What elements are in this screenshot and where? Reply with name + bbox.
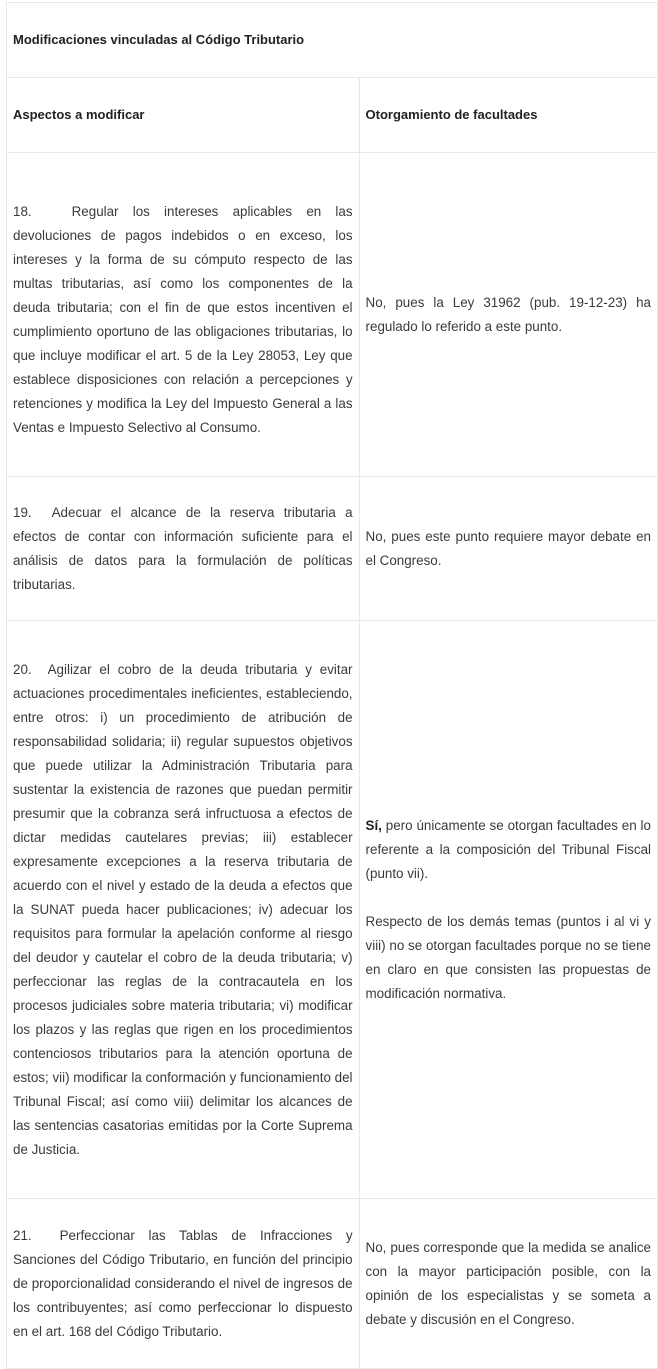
table-row [7, 1199, 658, 1369]
grant-bold-yes: Sí, [365, 817, 382, 833]
aspect-description: Regular los intereses aplicables en las devoluciones de pagos indebidos o en exceso, los intereses y la forma de su cómputo respecto de las multas tributarias, así como los componentes de la deuda tributaria; con el fin de que estos incentiven el cumplimiento oportuno de las obligaciones tributarias, lo que incluye modificar el art. 5 de la Ley 28053, Ley que establece disposiciones con relación a percepciones y retenciones y modifica la Ley del Impuesto General a las Ventas e Impuesto Selectivo al Consumo. [13, 203, 353, 435]
grant-text [366, 814, 651, 886]
header-grant: Otorgamiento de facultades [359, 78, 657, 153]
grant-text: No, pues la Ley 31962 (pub. 19-12-23) ha regulado lo referido a este punto. [365, 294, 651, 334]
grant-extra-text: Respecto de los demás temas (puntos i al vi y viii) no se otorgan facultades porque no se tiene en claro en que consisten las propuestas de modificación normativa. [365, 913, 651, 1001]
grant-text: No, pues corresponde que la medida se analice con la mayor participación posible, con la opinión de los especialistas y se someta a debate y discusión en el Congreso. [365, 1239, 651, 1327]
aspect-text [13, 1224, 353, 1344]
tax-code-modifications-table [6, 2, 658, 1369]
aspect-description: Agilizar el cobro de la deuda tributaria y evitar actuaciones procedimentales ineficientes, estableciendo, entre otros: i) un procedimiento de atribución de responsabilidad solidaria; ii) regular supuestos objetivos que puede utilizar la Administración Tributaria para sustentar la existencia de razones que puedan permitir presumir que la cobranza será infructuosa a efectos de dictar medidas cautelares previas; iii) establecer expresamente excepciones a la reserva tributaria de acuerdo con el nivel y estado de la deuda a efectos que la SUNAT pueda hacer publicaciones; iv) adecuar los requisitos para formular la apelación conforme al riesgo del deudor y cautelar el cobro de la deuda tributaria; v) perfeccionar las reglas de la contracautela en los procesos judiciales sobre materia tributaria; vi) modificar los plazos y las reglas que rigen en los procedimientos contenciosos tributarios para la atención oportuna de estos; vii) modificar la conformación y funcionamiento del Tribunal Fiscal; así como viii) delimitar los alcances de las sentencias casatorias emitidas por la Corte Suprema de Justicia. [13, 661, 353, 1157]
table-header-row [7, 78, 658, 153]
aspect-description: Perfeccionar las Tablas de Infracciones y Sanciones del Código Tributario, en función del principio de proporcionalidad considerando el nivel de ingresos de los contribuyentes; así como perfeccionar lo dispuesto en el art. 168 del Código Tributario. [13, 1227, 353, 1339]
grant-description: pero únicamente se otorgan facultades en lo referente a la composición del Tribunal Fiscal (punto vii). [365, 817, 651, 881]
aspect-text [13, 658, 353, 1162]
aspect-text [13, 501, 353, 597]
aspect-cell [7, 153, 360, 477]
aspect-cell [7, 1199, 360, 1369]
aspect-description: Adecuar el alcance de la reserva tributaria a efectos de contar con información suficiente para el análisis de datos para la formulación de políticas tributarias. [13, 504, 353, 592]
item-number: 20. [13, 661, 32, 677]
grant-cell [359, 477, 657, 621]
aspect-cell [7, 621, 360, 1199]
grant-cell [359, 153, 657, 477]
table-row [7, 153, 658, 477]
table-row [7, 477, 658, 621]
aspect-text [13, 200, 353, 440]
aspect-cell [7, 477, 360, 621]
grant-cell [359, 621, 657, 1199]
grant-text: No, pues este punto requiere mayor debate en el Congreso. [365, 528, 651, 568]
grant-cell [359, 1199, 657, 1369]
item-number: 19. [13, 504, 32, 520]
item-number: 18. [13, 203, 32, 219]
table-title: Modificaciones vinculadas al Código Tributario [7, 3, 658, 78]
table-row [7, 621, 658, 1199]
table-title-row [7, 3, 658, 78]
header-aspects: Aspectos a modificar [7, 78, 360, 153]
item-number: 21. [13, 1227, 32, 1243]
